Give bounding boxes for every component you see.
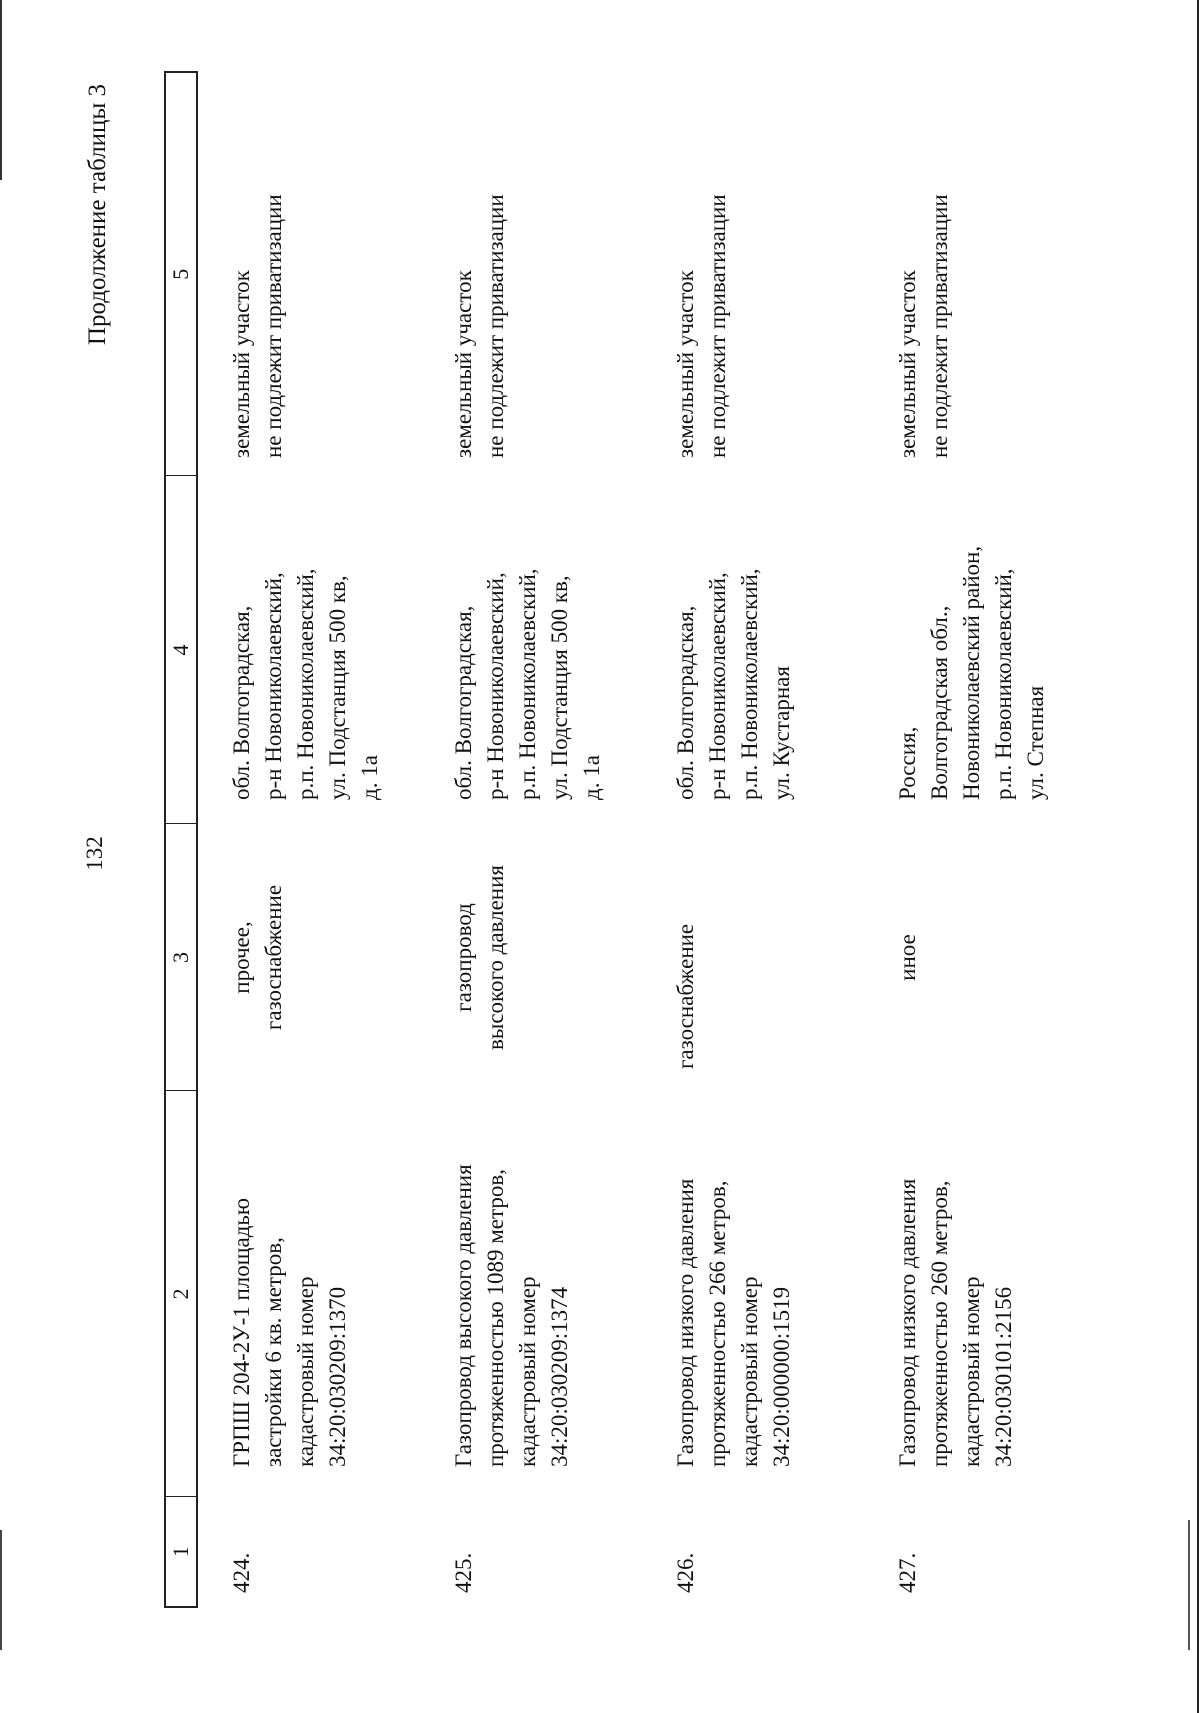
object-name-line: ГРПШ 204-2У-1 площадью [229,1197,254,1467]
address-line: Волгоградская обл., [927,605,952,800]
object-note [420,72,642,476]
object-address [420,476,642,824]
object-name [197,1091,420,1497]
table-row [642,72,864,1607]
header-col-2: 2 [165,1091,197,1497]
address-line: обл. Волгоградская, [451,605,476,800]
object-name-line: протяженностью 1089 метров, [483,1169,508,1467]
object-type-line: высокого давления [483,865,508,1050]
table-continuation-label: Продолжение таблицы 3 [84,84,111,346]
address-line: р-н Новониколаевский, [705,572,730,800]
object-name [642,1091,864,1497]
row-number: 425. [451,1552,476,1593]
address-line: ул. Кустарная [769,666,794,800]
address-line: р.п. Новониколаевский, [991,568,1016,800]
header-col-4: 4 [165,476,197,824]
address-line: обл. Волгоградская, [673,605,698,800]
note-line: не подлежит приватизации [261,194,286,458]
object-name-line: 34:20:030209:1370 [325,1286,350,1467]
object-address [642,476,864,824]
address-line: р.п. Новониколаевский, [515,568,540,800]
object-address [864,476,1086,824]
object-type-line: газоснабжение [261,884,286,1031]
object-name-line: Газопровод низкого давления [895,1178,920,1467]
object-type-line: иное [895,934,920,981]
object-name [864,1091,1086,1497]
object-note [197,72,420,476]
object-name-line: кадастровый номер [515,1276,540,1467]
object-address [197,476,420,824]
object-name-line: 34:20:000000:1519 [769,1286,794,1467]
note-line: не подлежит приватизации [927,194,952,458]
object-type [864,824,1086,1091]
address-line: ул. Подстанция 500 кв, [325,575,350,800]
property-table [164,71,1086,1608]
address-line: Россия, [895,726,920,800]
note-line: не подлежит приватизации [483,194,508,458]
object-type [642,824,864,1091]
address-line: Новониколаевский район, [959,545,984,800]
note-line: земельный участок [673,270,698,458]
table-row [420,72,642,1607]
page-number: 132 [82,836,107,871]
object-type-line: газоснабжение [673,923,698,1069]
object-name-line: застройки 6 кв. метров, [261,1237,286,1467]
object-note [864,72,1086,476]
object-name [420,1091,642,1497]
object-name-line: Газопровод высокого давления [451,1164,476,1467]
object-type [197,824,420,1091]
row-number: 424. [229,1552,254,1593]
header-col-5: 5 [165,72,197,476]
address-line: ул. Степная [1023,685,1048,800]
row-number: 427. [895,1552,920,1593]
object-type-line: газопровод [451,903,476,1012]
header-col-3: 3 [165,824,197,1091]
note-line: земельный участок [229,270,254,458]
address-line: д. 1а [579,755,604,800]
object-type-line: прочее, [229,921,254,994]
object-name-line: кадастровый номер [737,1276,762,1467]
address-line: р.п. Новониколаевский, [737,568,762,800]
row-number: 426. [673,1552,698,1593]
object-name-line: Газопровод низкого давления [673,1178,698,1467]
note-line: земельный участок [895,270,920,458]
address-line: обл. Волгоградская, [229,605,254,800]
table-row [197,72,420,1607]
object-name-line: кадастровый номер [293,1276,318,1467]
object-name-line: 34:20:030209:1374 [547,1286,572,1467]
table-row [864,72,1086,1607]
note-line: земельный участок [451,270,476,458]
note-line: не подлежит приватизации [705,194,730,458]
object-name-line: протяженностью 266 метров, [705,1180,730,1467]
table-header-row [165,72,197,1607]
object-name-line: протяженностью 260 метров, [927,1180,952,1467]
address-line: р-н Новониколаевский, [483,572,508,800]
header-col-1: 1 [165,1497,197,1607]
object-type [420,824,642,1091]
address-line: р-н Новониколаевский, [261,572,286,800]
address-line: р.п. Новониколаевский, [293,568,318,800]
object-name-line: 34:20:030101:2156 [991,1286,1016,1467]
object-note [642,72,864,476]
address-line: ул. Подстанция 500 кв, [547,575,572,800]
address-line: д. 1а [357,755,382,800]
object-name-line: кадастровый номер [959,1276,984,1467]
